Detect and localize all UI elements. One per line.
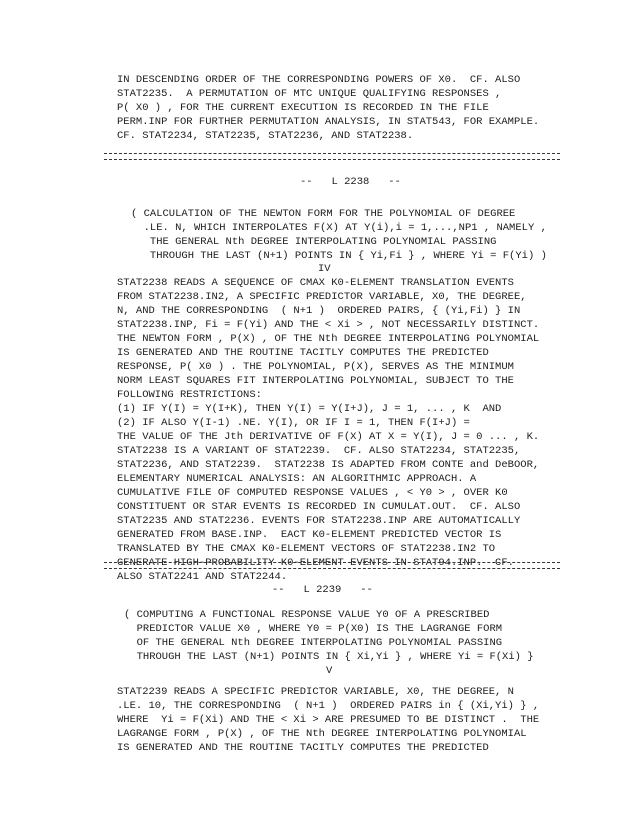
body-line: STAT2239 READS A SPECIFIC PREDICTOR VARIABLE, X0, THE DEGREE, N bbox=[117, 686, 514, 698]
body-line: .LE. 10, THE CORRESPONDING ( N+1 ) ORDERED PAIRS in { (Xi,Yi) } , bbox=[117, 700, 540, 712]
body-line: FROM STAT2238.IN2, A SPECIFIC PREDICTOR VARIABLE, X0, THE DEGREE, bbox=[117, 291, 527, 303]
abstract-line: THE GENERAL Nth DEGREE INTERPOLATING POLYNOMIAL PASSING bbox=[131, 236, 497, 248]
body-line: STAT2238 IS A VARIANT OF STAT2239. CF. ALSO STAT2234, STAT2235, bbox=[117, 445, 521, 457]
body-line: RESPONSE, P( X0 ) . THE POLYNOMIAL, P(X), SERVES AS THE MINIMUM bbox=[117, 361, 514, 373]
section-divider bbox=[104, 153, 560, 160]
section-header-l2239: -- L 2239 -- bbox=[272, 584, 373, 596]
body-line: IS GENERATED AND THE ROUTINE TACITLY COMPUTES THE PREDICTED bbox=[117, 347, 489, 359]
section-header-l2238: -- L 2238 -- bbox=[300, 176, 401, 188]
body-line: GENERATED FROM BASE.INP. EACT K0-ELEMENT PREDICTED VECTOR IS bbox=[117, 529, 502, 541]
abstract-line: .LE. N, WHICH INTERPOLATES F(X) AT Y(i),i = 1,...,NP1 , NAMELY , bbox=[131, 222, 547, 234]
abstract-line: OF THE GENERAL Nth DEGREE INTERPOLATING POLYNOMIAL PASSING bbox=[124, 637, 503, 649]
abstract-line: ( COMPUTING A FUNCTIONAL RESPONSE VALUE Y0 OF A PRESCRIBED bbox=[124, 609, 490, 621]
roman-numeral: V bbox=[326, 665, 333, 677]
roman-numeral: IV bbox=[318, 263, 331, 275]
body-line: STAT2238 READS A SEQUENCE OF CMAX K0-ELEMENT TRANSLATION EVENTS bbox=[117, 277, 514, 289]
intro-line: IN DESCENDING ORDER OF THE CORRESPONDING POWERS OF X0. CF. ALSO bbox=[117, 74, 521, 86]
body-line: THE VALUE OF THE Jth DERIVATIVE OF F(X) AT X = Y(I), J = 0 ... , K. bbox=[117, 431, 540, 443]
body-line: GENERATE HIGH-PROBABILITY K0-ELEMENT EVENTS IN STAT94.INP. CF. bbox=[117, 557, 514, 569]
body-line: TRANSLATED BY THE CMAX K0-ELEMENT VECTORS OF STAT2238.IN2 TO bbox=[117, 543, 496, 555]
intro-line: PERM.INP FOR FURTHER PERMUTATION ANALYSIS, IN STAT543, FOR EXAMPLE. bbox=[117, 116, 540, 128]
body-line: LAGRANGE FORM , P(X) , OF THE Nth DEGREE INTERPOLATING POLYNOMIAL bbox=[117, 728, 527, 740]
body-line: (2) IF ALSO Y(I-1) .NE. Y(I), OR IF I = 1, THEN F(I+J) = bbox=[117, 417, 470, 429]
body-line: WHERE Yi = F(Xi) AND THE < Xi > ARE PRESUMED TO BE DISTINCT . THE bbox=[117, 714, 540, 726]
body-line: STAT2236, AND STAT2239. STAT2238 IS ADAPTED FROM CONTE and DeBOOR, bbox=[117, 459, 540, 471]
body-line: IS GENERATED AND THE ROUTINE TACITLY COMPUTES THE PREDICTED bbox=[117, 742, 489, 754]
body-line: CUMULATIVE FILE OF COMPUTED RESPONSE VALUES , < Y0 > , OVER K0 bbox=[117, 487, 508, 499]
body-line: THE NEWTON FORM , P(X) , OF THE Nth DEGREE INTERPOLATING POLYNOMIAL bbox=[117, 333, 540, 345]
intro-line: P( X0 ) , FOR THE CURRENT EXECUTION IS RECORDED IN THE FILE bbox=[117, 102, 489, 114]
body-line: NORM LEAST SQUARES FIT INTERPOLATING POLYNOMIAL, SUBJECT TO THE bbox=[117, 375, 514, 387]
abstract-line: ( CALCULATION OF THE NEWTON FORM FOR THE POLYNOMIAL OF DEGREE bbox=[131, 208, 516, 220]
body-line: (1) IF Y(I) = Y(I+K), THEN Y(I) = Y(I+J), J = 1, ... , K AND bbox=[117, 403, 502, 415]
body-line: ELEMENTARY NUMERICAL ANALYSIS: AN ALGORITHMIC APPROACH. A bbox=[117, 473, 477, 485]
abstract-line: PREDICTOR VALUE X0 , WHERE Y0 = P(X0) IS THE LAGRANGE FORM bbox=[124, 623, 503, 635]
body-line: FOLLOWING RESTRICTIONS: bbox=[117, 389, 262, 401]
section-divider bbox=[104, 562, 560, 569]
body-line: N, AND THE CORRESPONDING ( N+1 ) ORDERED PAIRS, { (Yi,Fi) } IN bbox=[117, 305, 521, 317]
body-line: CONSTITUENT OR STAR EVENTS IS RECORDED IN CUMULAT.OUT. CF. ALSO bbox=[117, 501, 521, 513]
body-line: STAT2235 AND STAT2236. EVENTS FOR STAT2238.INP ARE AUTOMATICALLY bbox=[117, 515, 521, 527]
body-line: STAT2238.INP, Fi = F(Yi) AND THE < Xi > , NOT NECESSARILY DISTINCT. bbox=[117, 319, 540, 331]
abstract-line: THROUGH THE LAST (N+1) POINTS IN { Xi,Yi } , WHERE Yi = F(Xi) } bbox=[124, 651, 534, 663]
body-line: ALSO STAT2241 AND STAT2244. bbox=[117, 571, 288, 583]
abstract-line: THROUGH THE LAST (N+1) POINTS IN { Yi,Fi } , WHERE Yi = F(Yi) ) bbox=[131, 250, 547, 262]
intro-line: STAT2235. A PERMUTATION OF MTC UNIQUE QUALIFYING RESPONSES , bbox=[117, 88, 502, 100]
intro-line: CF. STAT2234, STAT2235, STAT2236, AND STAT2238. bbox=[117, 130, 414, 142]
